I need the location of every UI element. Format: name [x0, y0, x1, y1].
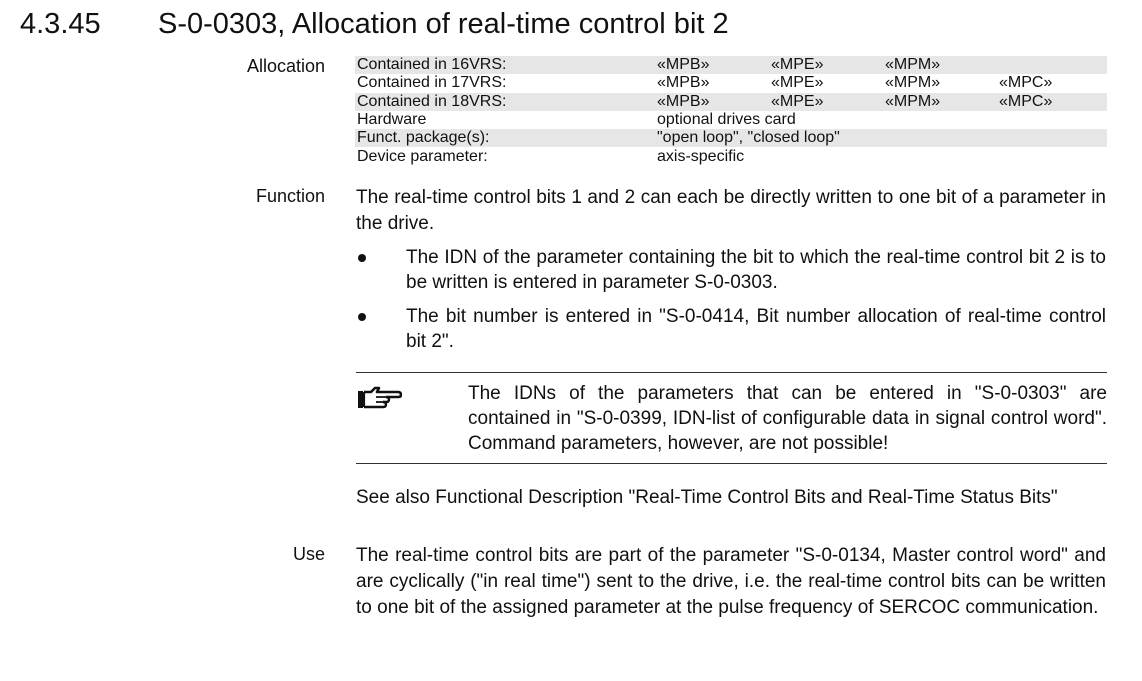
table-cell: Device parameter: — [357, 147, 488, 165]
table-cell: «MPB» — [655, 56, 769, 74]
table-cell: «MPE» — [769, 93, 883, 111]
table-cell: «MPC» — [997, 93, 1107, 111]
note-top-rule — [356, 372, 1107, 373]
table-cell: «MPB» — [655, 93, 769, 111]
table-cell: «MPM» — [885, 74, 941, 92]
list-item — [356, 304, 1106, 354]
table-cell: optional drives card — [657, 111, 796, 129]
use-text: The real-time control bits are part of the parameter "S-0-0134, Master control word" and are cyclically ("in real time") sent to the drive, i.e. the real-time control bits can be written to one bit of the assigned parameter at the pulse frequency of SERCOC communication. — [356, 545, 1106, 618]
table-cell: "open loop", "closed loop" — [655, 129, 1107, 147]
table-cell: «MPE» — [771, 74, 824, 92]
table-cell: Funct. package(s): — [355, 129, 655, 147]
table-cell: axis-specific — [657, 147, 745, 165]
table-cell: «MPE» — [769, 56, 883, 74]
table-cell: Contained in 17VRS: — [357, 74, 507, 92]
list-item-text: The bit number is entered in "S-0-0414, Bit number allocation of real-time control bit 2". — [406, 306, 1106, 352]
note-bottom-rule — [356, 463, 1107, 464]
table-row — [355, 129, 1107, 147]
table-cell: «MPC» — [999, 74, 1053, 92]
table-cell — [997, 56, 1107, 74]
allocation-table — [355, 56, 1107, 166]
allocation-label: Allocation — [246, 56, 325, 76]
use-label: Use — [292, 544, 325, 564]
function-label: Function — [255, 186, 325, 206]
table-cell: «MPB» — [657, 74, 710, 92]
table-cell: Contained in 18VRS: — [355, 93, 655, 111]
table-row — [355, 74, 1107, 92]
table-row — [355, 147, 1107, 165]
section-title: S-0-0303, Allocation of real-time control bit 2 — [158, 8, 729, 40]
list-item-text: The IDN of the parameter containing the bit to which the real-time control bit 2 is to be written is entered in parameter S-0-0303. — [406, 247, 1106, 293]
function-intro: The real-time control bits 1 and 2 can each be directly written to one bit of a parameter in the drive. — [356, 187, 1106, 234]
table-row — [355, 111, 1107, 129]
table-cell: Contained in 16VRS: — [355, 56, 655, 74]
section-number: 4.3.45 — [20, 8, 101, 40]
table-row — [355, 93, 1107, 111]
pointing-hand-icon — [356, 385, 402, 411]
see-also-text: See also Functional Description "Real-Time Control Bits and Real-Time Status Bits" — [356, 487, 1058, 508]
section-heading — [20, 4, 729, 44]
table-cell: «MPM» — [883, 93, 997, 111]
list-item — [356, 245, 1106, 295]
table-cell: «MPM» — [883, 56, 997, 74]
table-row — [355, 56, 1107, 74]
table-cell: Hardware — [357, 111, 427, 129]
note-text: The IDNs of the parameters that can be entered in "S-0-0303" are contained in "S-0-0399, IDN-list of configurable data in signal control word". Command parameters, however, are not possible! — [468, 383, 1107, 454]
